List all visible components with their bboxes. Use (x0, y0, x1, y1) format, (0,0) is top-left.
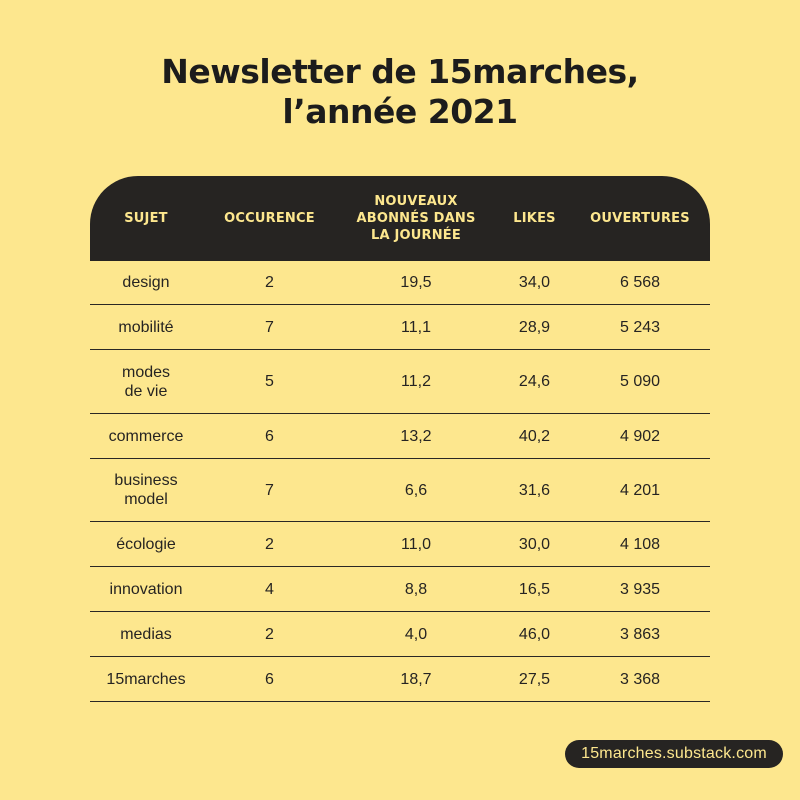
cell-sujet-line: de vie (124, 382, 168, 400)
cell-ouvertures: 3 935 (619, 580, 661, 598)
header-abonnes-line-2: ABONNÉS DANS (356, 211, 476, 226)
table-row (90, 522, 710, 567)
cell-nouveaux-abonnes: 19,5 (400, 274, 432, 291)
cell-occurence: 6 (265, 427, 274, 445)
header-likes (482, 176, 587, 261)
page-title (0, 52, 800, 132)
cell-occurence: 2 (265, 625, 274, 643)
cell-occurence: 7 (265, 318, 274, 336)
cell-ouvertures: 3 368 (619, 670, 661, 688)
header-occurence (202, 176, 337, 261)
cell-sujet-line: business (114, 472, 178, 489)
cell-sujet (90, 567, 202, 611)
title-line-2: l’année 2021 (282, 92, 518, 131)
title-line-1: Newsletter de 15marches, (161, 52, 639, 91)
header-ouvertures-label: OUVERTURES (590, 211, 690, 226)
header-likes-label: LIKES (513, 211, 556, 226)
cell-occurence: 5 (265, 373, 274, 390)
cell-likes: 24,6 (518, 373, 551, 390)
cell-sujet-line: modes (121, 363, 171, 381)
cell-ouvertures: 5 243 (619, 318, 661, 336)
cell-nouveaux-abonnes: 18,7 (400, 670, 432, 688)
header-abonnes-line-3: LA JOURNÉE (371, 228, 461, 243)
cell-sujet-line: mobilité (118, 318, 174, 336)
table-row (90, 305, 710, 350)
cell-occurence: 2 (265, 274, 274, 291)
table-row (90, 261, 710, 305)
cell-sujet (90, 261, 202, 304)
cell-nouveaux-abonnes: 11,0 (401, 535, 431, 553)
cell-likes: 28,9 (518, 318, 551, 336)
cell-ouvertures: 4 902 (619, 427, 661, 445)
header-sujet-label: SUJET (124, 211, 168, 226)
header-nouveaux-abonnes (347, 176, 485, 261)
cell-likes: 30,0 (518, 535, 551, 553)
cell-sujet-line: medias (120, 625, 172, 643)
header-ouvertures (585, 176, 695, 261)
table-body (90, 261, 710, 702)
cell-sujet-line: model (124, 491, 168, 508)
header-sujet (90, 176, 202, 261)
cell-likes: 46,0 (518, 625, 551, 643)
table-row (90, 350, 710, 414)
cell-ouvertures: 4 201 (619, 481, 661, 499)
cell-occurence: 4 (265, 580, 274, 598)
cell-occurence: 2 (265, 535, 274, 553)
cell-nouveaux-abonnes: 4,0 (404, 625, 428, 643)
table-row (90, 459, 710, 522)
cell-likes: 40,2 (518, 427, 551, 445)
header-occurence-label: OCCURENCE (224, 211, 315, 226)
cell-nouveaux-abonnes: 8,8 (404, 580, 428, 598)
cell-sujet (90, 459, 202, 521)
cell-sujet (90, 657, 202, 701)
cell-ouvertures: 3 863 (619, 625, 661, 643)
cell-occurence: 6 (265, 670, 274, 688)
cell-sujet-line: innovation (109, 580, 183, 598)
cell-occurence: 7 (265, 481, 274, 499)
table-row (90, 612, 710, 657)
cell-ouvertures: 4 108 (619, 535, 661, 553)
cell-sujet-line: écologie (116, 535, 176, 553)
cell-sujet-line: 15marches (106, 670, 186, 688)
table-header (90, 176, 710, 261)
cell-nouveaux-abonnes: 13,2 (400, 427, 432, 445)
stats-table (90, 176, 710, 702)
table-row (90, 657, 710, 702)
table-row (90, 414, 710, 459)
cell-sujet (90, 522, 202, 566)
cell-likes: 34,0 (518, 274, 551, 291)
table-row (90, 567, 710, 612)
cell-likes: 31,6 (518, 481, 551, 499)
cell-ouvertures: 6 568 (619, 274, 661, 291)
cell-likes: 27,5 (518, 670, 551, 688)
cell-sujet-line: commerce (108, 427, 184, 445)
cell-sujet (90, 350, 202, 413)
cell-likes: 16,5 (518, 580, 551, 598)
cell-nouveaux-abonnes: 11,1 (401, 318, 431, 336)
cell-nouveaux-abonnes: 6,6 (404, 481, 428, 499)
cell-sujet (90, 612, 202, 656)
cell-sujet (90, 305, 202, 349)
header-abonnes-line-1: NOUVEAUX (374, 194, 458, 209)
footer-url-badge[interactable]: 15marches.substack.com (565, 740, 783, 768)
cell-sujet-line: design (122, 274, 170, 291)
cell-nouveaux-abonnes: 11,2 (401, 373, 431, 390)
cell-ouvertures: 5 090 (619, 373, 661, 390)
cell-sujet (90, 414, 202, 458)
